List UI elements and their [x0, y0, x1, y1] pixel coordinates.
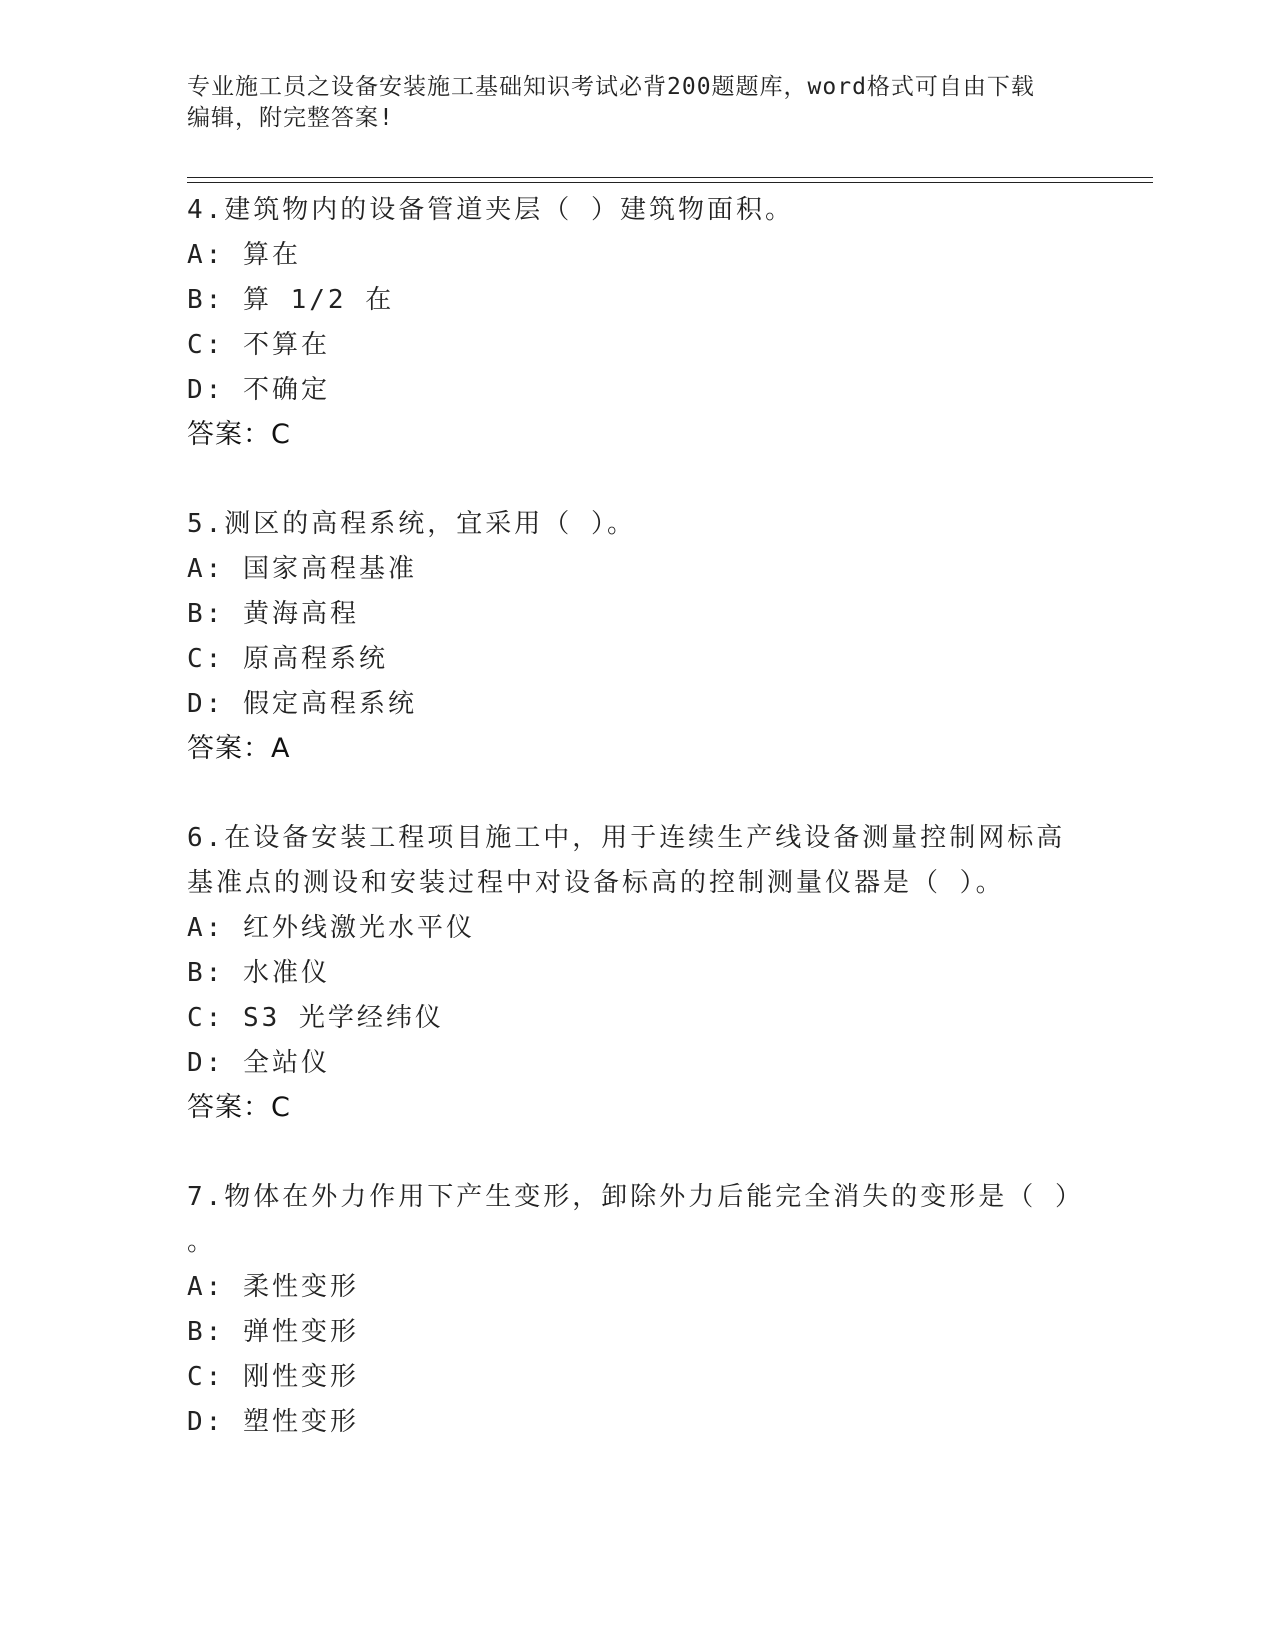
question-5-option-c: C: 原高程系统 [187, 644, 388, 674]
question-7-option-d: D: 塑性变形 [187, 1407, 359, 1437]
question-4-option-b: B: 算 1/2 在 [187, 285, 395, 315]
question-7-option-b: B: 弹性变形 [187, 1317, 359, 1347]
question-4-stem: 4.建筑物内的设备管道夹层（ ）建筑物面积。 [187, 195, 794, 225]
question-5-option-a: A: 国家高程基准 [187, 554, 417, 584]
question-6-option-c: C: S3 光学经纬仪 [187, 1003, 444, 1033]
question-6-stem-line-2: 基准点的测设和安装过程中对设备标高的控制测量仪器是（ ）。 [187, 868, 1005, 898]
question-5-option-d: D: 假定高程系统 [187, 689, 417, 719]
question-7-stem-line-2: 。 [187, 1227, 217, 1257]
question-6-option-a: A: 红外线激光水平仪 [187, 913, 475, 943]
header-line-2: 编辑，附完整答案! [187, 105, 394, 131]
question-5-stem: 5.测区的高程系统，宜采用（ ）。 [187, 509, 636, 539]
question-6-option-d: D: 全站仪 [187, 1048, 330, 1078]
document-header [187, 72, 1067, 134]
question-4-option-c: C: 不算在 [187, 330, 330, 360]
question-6-answer: 答案：C [187, 1092, 291, 1123]
question-5-option-b: B: 黄海高程 [187, 599, 359, 629]
question-5-answer: 答案：A [187, 733, 291, 764]
header-divider-top [187, 177, 1153, 178]
question-4-option-d: D: 不确定 [187, 375, 330, 405]
question-7-option-a: A: 柔性变形 [187, 1272, 359, 1302]
header-line-1: 专业施工员之设备安装施工基础知识考试必背200题题库，word格式可自由下载 [187, 74, 1035, 100]
question-7-stem-line-1: 7.物体在外力作用下产生变形，卸除外力后能完全消失的变形是（ ） [187, 1182, 1084, 1212]
question-6-stem-line-1: 6.在设备安装工程项目施工中，用于连续生产线设备测量控制网标高 [187, 823, 1066, 853]
question-4-answer: 答案：C [187, 419, 291, 450]
question-4-option-a: A: 算在 [187, 240, 301, 270]
question-7-option-c: C: 刚性变形 [187, 1362, 359, 1392]
header-divider-bottom [187, 182, 1153, 183]
question-6-option-b: B: 水准仪 [187, 958, 330, 988]
